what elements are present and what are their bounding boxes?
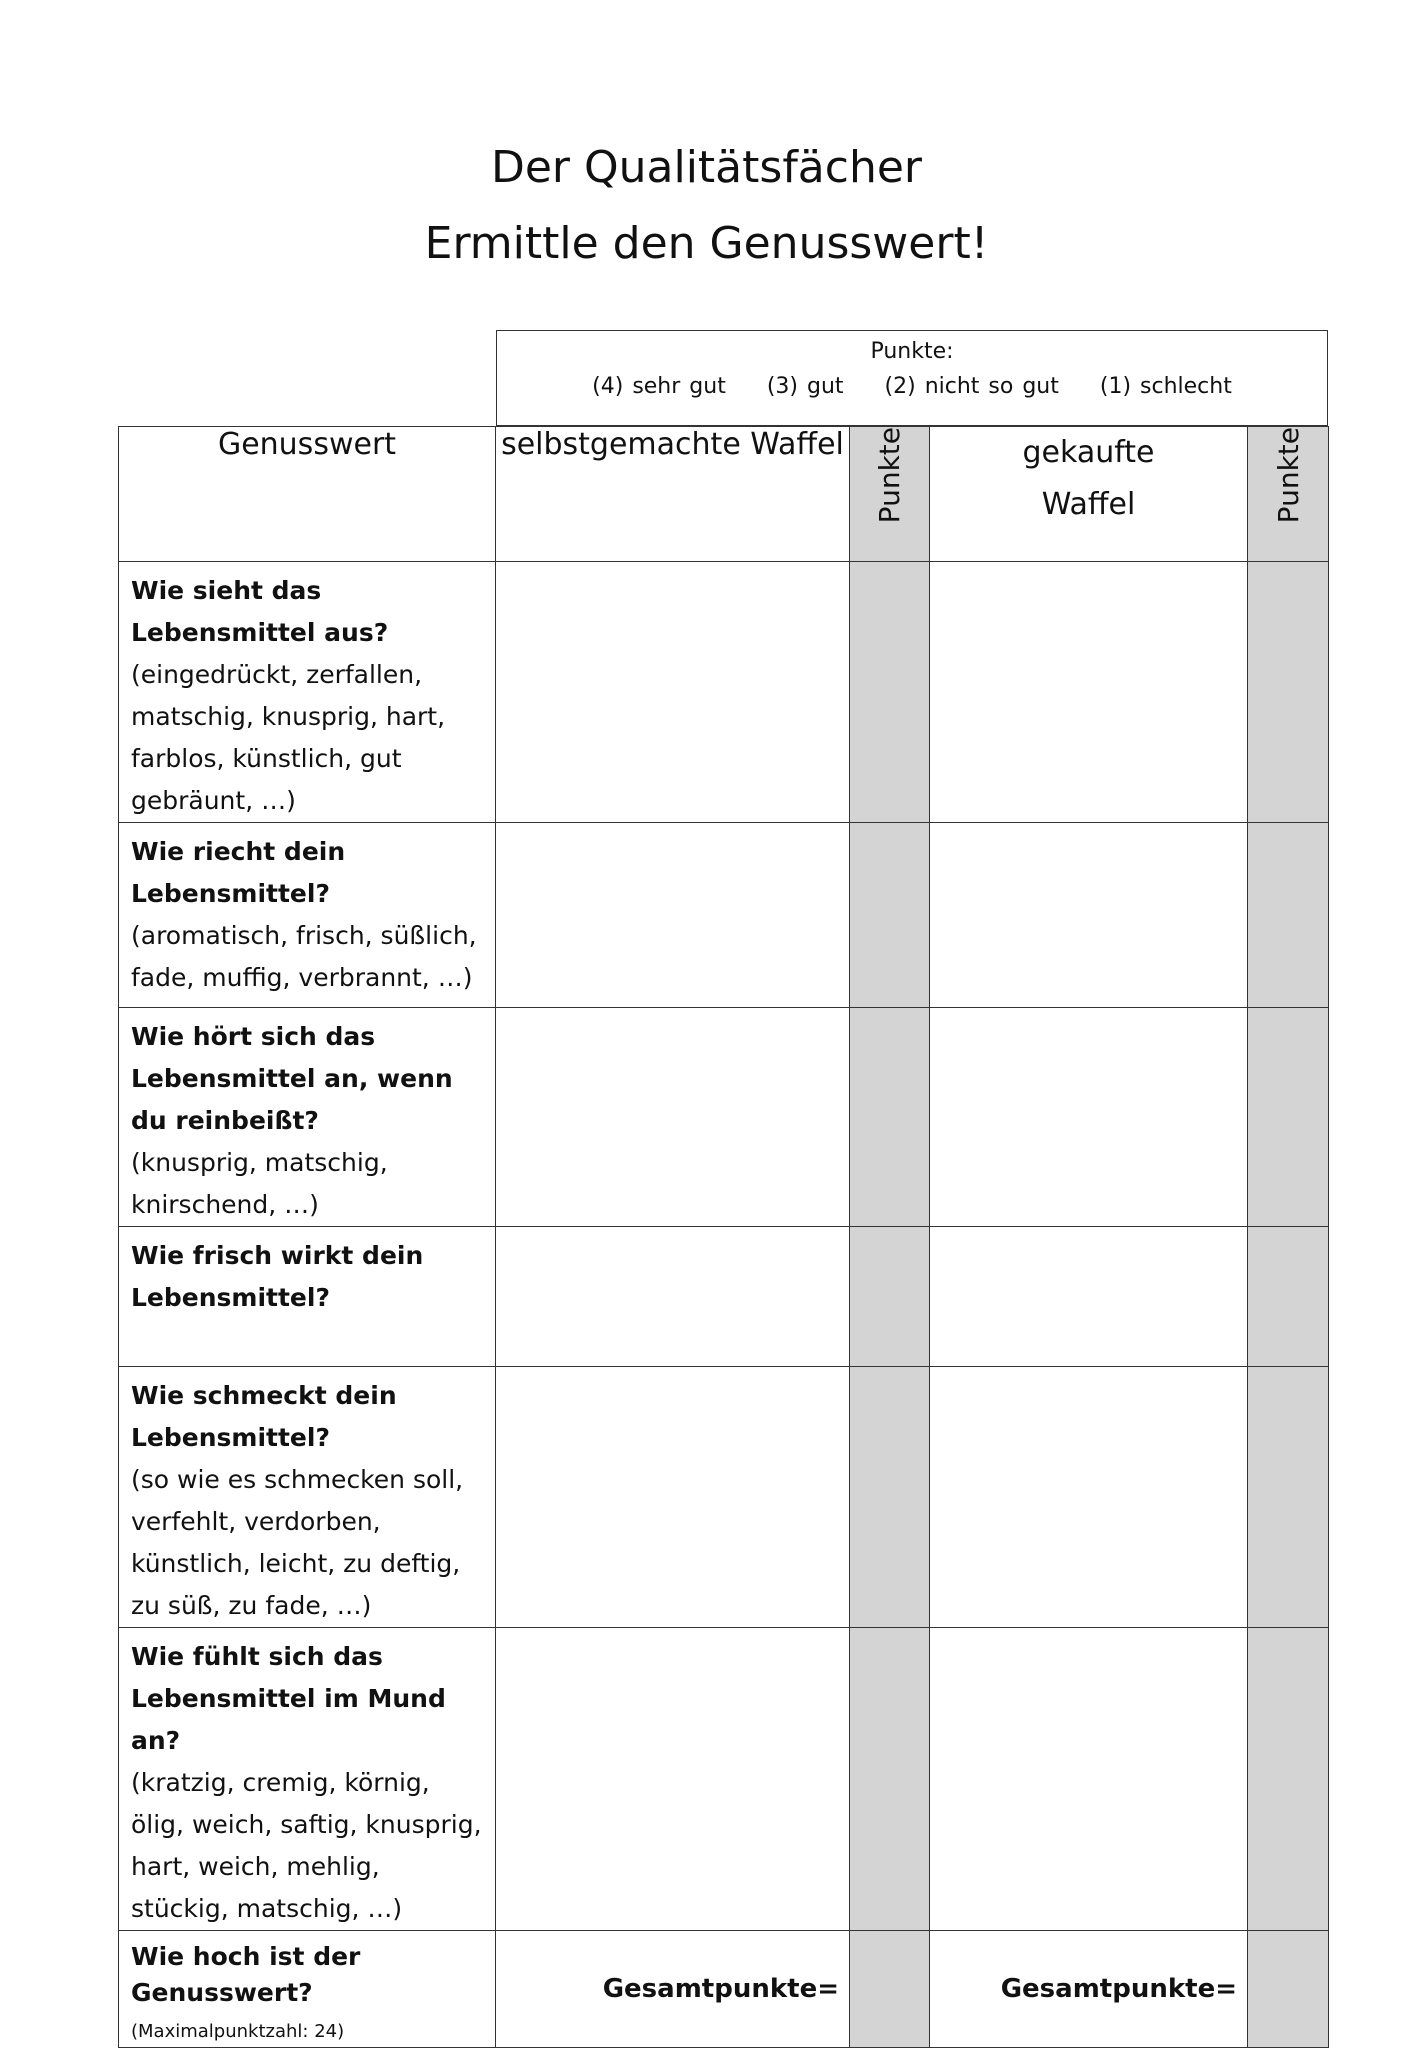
bought-total-label: Gesamtpunkte= bbox=[930, 1931, 1248, 2048]
table-row bbox=[119, 823, 1329, 1008]
criterion-hint: (so wie es schmecken soll, verfehlt, verdorben, künstlich, leicht, zu deftig, zu süß, zu fade, …) bbox=[131, 1465, 464, 1620]
homemade-points-cell[interactable] bbox=[850, 1367, 930, 1628]
bought-answer-cell[interactable] bbox=[930, 1367, 1248, 1628]
homemade-points-cell[interactable] bbox=[850, 1628, 930, 1931]
worksheet-title: Der Qualitätsfächer bbox=[490, 142, 923, 193]
homemade-points-cell[interactable] bbox=[850, 1227, 930, 1367]
criterion-question: Wie fühlt sich das Lebensmittel im Mund an? bbox=[131, 1642, 446, 1755]
homemade-answer-cell[interactable] bbox=[496, 1227, 850, 1367]
criterion-cell bbox=[119, 823, 496, 1008]
criterion-question: Wie riecht dein Lebensmittel? bbox=[131, 837, 346, 908]
bought-points-cell[interactable] bbox=[1248, 1367, 1329, 1628]
bought-points-cell[interactable] bbox=[1248, 1227, 1329, 1367]
criterion-hint: (knusprig, matschig, knirschend, …) bbox=[131, 1148, 388, 1219]
criterion-question: Wie hört sich das Lebensmittel an, wenn du reinbeißt? bbox=[131, 1022, 453, 1135]
header-points-bought bbox=[1248, 427, 1329, 562]
total-row bbox=[119, 1931, 1329, 2048]
scale-1: (1) schlecht bbox=[1099, 374, 1232, 399]
criterion-cell bbox=[119, 1008, 496, 1227]
points-legend-label: Punkte: bbox=[870, 339, 954, 364]
criterion-question: Wie schmeckt dein Lebensmittel? bbox=[131, 1381, 397, 1452]
table-row bbox=[119, 1628, 1329, 1931]
homemade-points-cell[interactable] bbox=[850, 562, 930, 823]
homemade-answer-cell[interactable] bbox=[496, 1008, 850, 1227]
criterion-cell bbox=[119, 1367, 496, 1628]
criterion-question: Wie frisch wirkt dein Lebensmittel? bbox=[131, 1241, 424, 1312]
table-row bbox=[119, 562, 1329, 823]
homemade-total-label: Gesamtpunkte= bbox=[496, 1931, 850, 2048]
total-question: Wie hoch ist der Genusswert? bbox=[131, 1942, 361, 2007]
scale-2: (2) nicht so gut bbox=[884, 374, 1059, 399]
header-points-label: Punkte bbox=[1271, 427, 1305, 524]
header-bought-waffle bbox=[930, 427, 1248, 562]
worksheet-subtitle: Ermittle den Genusswert! bbox=[424, 218, 989, 269]
bought-points-cell[interactable] bbox=[1248, 562, 1329, 823]
header-points-homemade bbox=[850, 427, 930, 562]
header-points-label: Punkte bbox=[873, 427, 906, 524]
homemade-answer-cell[interactable] bbox=[496, 562, 850, 823]
homemade-answer-cell[interactable] bbox=[496, 1367, 850, 1628]
bought-points-cell[interactable] bbox=[1248, 1628, 1329, 1931]
bought-answer-cell[interactable] bbox=[930, 823, 1248, 1008]
criterion-question: Wie sieht das Lebensmittel aus? bbox=[131, 576, 389, 647]
table-row bbox=[119, 1367, 1329, 1628]
points-legend bbox=[496, 330, 1328, 426]
criterion-hint: (eingedrückt, zerfallen, matschig, knusprig, hart, farblos, künstlich, gut gebräunt, …) bbox=[131, 660, 446, 815]
header-homemade-waffle: selbstgemachte Waffel bbox=[496, 427, 850, 562]
criterion-hint: (kratzig, cremig, körnig, ölig, weich, saftig, knusprig, hart, weich, mehlig, stückig, matschig, …) bbox=[131, 1768, 482, 1923]
bought-answer-cell[interactable] bbox=[930, 1628, 1248, 1931]
points-scale bbox=[497, 374, 1327, 399]
homemade-total-points-cell[interactable] bbox=[850, 1931, 930, 2048]
scale-3: (3) gut bbox=[766, 374, 844, 399]
rating-table bbox=[118, 426, 1329, 2048]
homemade-answer-cell[interactable] bbox=[496, 1628, 850, 1931]
total-criterion-cell bbox=[119, 1931, 496, 2048]
homemade-answer-cell[interactable] bbox=[496, 823, 850, 1008]
table-header-row bbox=[119, 427, 1329, 562]
bought-answer-cell[interactable] bbox=[930, 1008, 1248, 1227]
criterion-cell bbox=[119, 562, 496, 823]
bought-answer-cell[interactable] bbox=[930, 1227, 1248, 1367]
scale-4: (4) sehr gut bbox=[592, 374, 726, 399]
homemade-points-cell[interactable] bbox=[850, 1008, 930, 1227]
table-row bbox=[119, 1008, 1329, 1227]
total-hint: (Maximalpunktzahl: 24) bbox=[131, 2021, 345, 2042]
criterion-cell bbox=[119, 1628, 496, 1931]
table-row bbox=[119, 1227, 1329, 1367]
header-criterion: Genusswert bbox=[119, 427, 496, 562]
criterion-hint: (aromatisch, frisch, süßlich, fade, muffig, verbrannt, …) bbox=[131, 921, 477, 992]
bought-points-cell[interactable] bbox=[1248, 823, 1329, 1008]
bought-points-cell[interactable] bbox=[1248, 1008, 1329, 1227]
bought-total-points-cell[interactable] bbox=[1248, 1931, 1329, 2048]
bought-answer-cell[interactable] bbox=[930, 562, 1248, 823]
homemade-points-cell[interactable] bbox=[850, 823, 930, 1008]
criterion-cell bbox=[119, 1227, 496, 1367]
header-bought-line2: Waffel bbox=[1041, 487, 1136, 522]
header-bought-line1: gekaufte bbox=[1022, 435, 1155, 470]
